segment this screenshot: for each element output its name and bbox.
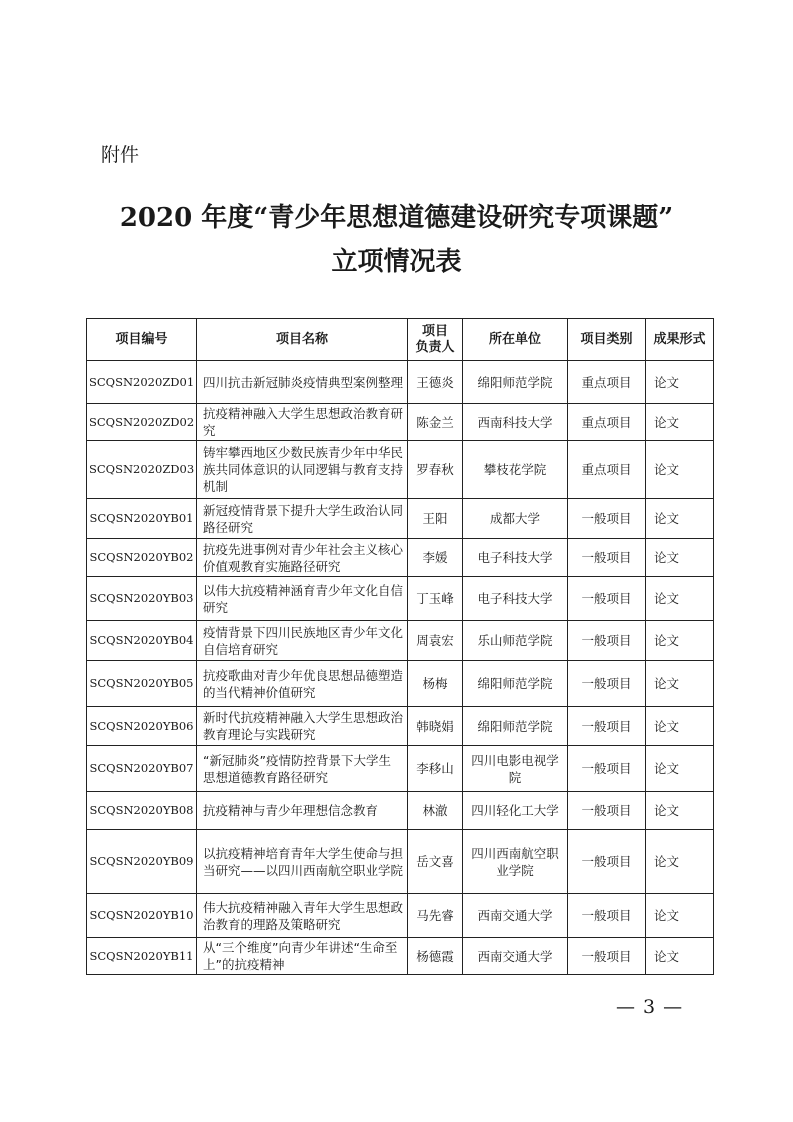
cell-form: 论文 [646,707,714,746]
header-leader [408,319,463,361]
header-leader-line2: 负责人 [415,339,455,355]
cell-leader: 林澈 [408,792,463,830]
cell-unit: 攀枝花学院 [463,441,568,499]
cell-unit: 绵阳师范学院 [463,707,568,746]
cell-name: 疫情背景下四川民族地区青少年文化自信培育研究 [197,621,408,661]
cell-unit: 四川西南航空职业学院 [463,830,568,894]
table-row [87,621,714,661]
cell-form: 论文 [646,539,714,577]
header-unit: 所在单位 [463,319,568,361]
header-form: 成果形式 [646,319,714,361]
cell-type: 一般项目 [568,661,646,707]
table-row [87,361,714,404]
cell-name: 新时代抗疫精神融入大学生思想政治教育理论与实践研究 [197,707,408,746]
cell-type: 一般项目 [568,539,646,577]
cell-name: 新冠疫情背景下提升大学生政治认同路径研究 [197,499,408,539]
cell-code: SCQSN2020ZD03 [87,441,197,499]
cell-name: 抗疫精神融入大学生思想政治教育研究 [197,404,408,441]
cell-form: 论文 [646,441,714,499]
table-row [87,539,714,577]
table-row [87,830,714,894]
cell-form: 论文 [646,577,714,621]
cell-unit: 西南科技大学 [463,404,568,441]
cell-code: SCQSN2020YB01 [87,499,197,539]
header-leader-line1: 项目 [421,323,448,339]
document-title: 2020 年度“青少年思想道德建设研究专项课题” [119,203,674,233]
cell-leader: 杨梅 [408,661,463,707]
cell-leader: 岳文喜 [408,830,463,894]
cell-leader: 王德炎 [408,361,463,404]
cell-code: SCQSN2020ZD02 [87,404,197,441]
cell-form: 论文 [646,894,714,938]
cell-type: 一般项目 [568,938,646,975]
cell-unit: 四川电影电视学院 [463,746,568,792]
cell-name: 从“三个维度”向青少年讲述“生命至上”的抗疫精神 [197,938,408,975]
page-number: — 3 — [616,996,684,1018]
table-row [87,661,714,707]
table-row [87,499,714,539]
cell-type: 一般项目 [568,577,646,621]
cell-type: 一般项目 [568,894,646,938]
cell-leader: 王阳 [408,499,463,539]
header-name: 项目名称 [197,319,408,361]
cell-leader: 陈金兰 [408,404,463,441]
cell-name: 抗疫先进事例对青少年社会主义核心价值观教育实施路径研究 [197,539,408,577]
table-row [87,894,714,938]
table-header-row [87,319,714,361]
cell-type: 一般项目 [568,621,646,661]
cell-code: SCQSN2020ZD01 [87,361,197,404]
cell-unit: 电子科技大学 [463,577,568,621]
cell-name: 铸牢攀西地区少数民族青少年中华民族共同体意识的认同逻辑与教育支持机制 [197,441,408,499]
cell-name: “新冠肺炎”疫情防控背景下大学生思想道德教育路径研究 [197,746,408,792]
cell-unit: 乐山师范学院 [463,621,568,661]
cell-leader: 杨德霞 [408,938,463,975]
cell-form: 论文 [646,361,714,404]
cell-name: 抗疫歌曲对青少年优良思想品德塑造的当代精神价值研究 [197,661,408,707]
table-row [87,404,714,441]
cell-code: SCQSN2020YB03 [87,577,197,621]
header-code: 项目编号 [87,319,197,361]
cell-form: 论文 [646,661,714,707]
cell-unit: 四川轻化工大学 [463,792,568,830]
project-table [86,318,714,975]
cell-form: 论文 [646,499,714,539]
cell-name: 抗疫精神与青少年理想信念教育 [197,792,408,830]
cell-code: SCQSN2020YB04 [87,621,197,661]
cell-unit: 绵阳师范学院 [463,661,568,707]
cell-code: SCQSN2020YB07 [87,746,197,792]
cell-type: 重点项目 [568,404,646,441]
cell-leader: 马先睿 [408,894,463,938]
cell-type: 一般项目 [568,746,646,792]
table-row [87,707,714,746]
cell-form: 论文 [646,792,714,830]
cell-code: SCQSN2020YB09 [87,830,197,894]
cell-leader: 韩晓娟 [408,707,463,746]
table-row [87,792,714,830]
cell-unit: 西南交通大学 [463,938,568,975]
cell-leader: 丁玉峰 [408,577,463,621]
cell-code: SCQSN2020YB06 [87,707,197,746]
cell-code: SCQSN2020YB11 [87,938,197,975]
cell-type: 一般项目 [568,499,646,539]
cell-leader: 李移山 [408,746,463,792]
cell-type: 一般项目 [568,830,646,894]
cell-form: 论文 [646,830,714,894]
cell-type: 重点项目 [568,361,646,404]
cell-code: SCQSN2020YB05 [87,661,197,707]
cell-leader: 罗春秋 [408,441,463,499]
cell-type: 一般项目 [568,792,646,830]
cell-leader: 李媛 [408,539,463,577]
cell-form: 论文 [646,746,714,792]
cell-name: 以伟大抗疫精神涵育青少年文化自信研究 [197,577,408,621]
cell-form: 论文 [646,621,714,661]
cell-form: 论文 [646,938,714,975]
cell-name: 四川抗击新冠肺炎疫情典型案例整理 [197,361,408,404]
cell-code: SCQSN2020YB02 [87,539,197,577]
table-row [87,577,714,621]
cell-type: 重点项目 [568,441,646,499]
table-row [87,938,714,975]
table-row [87,746,714,792]
cell-unit: 成都大学 [463,499,568,539]
table-row [87,441,714,499]
cell-unit: 绵阳师范学院 [463,361,568,404]
cell-unit: 电子科技大学 [463,539,568,577]
cell-code: SCQSN2020YB08 [87,792,197,830]
cell-name: 伟大抗疫精神融入青年大学生思想政治教育的理路及策略研究 [197,894,408,938]
attachment-label: 附件 [101,144,140,166]
cell-unit: 西南交通大学 [463,894,568,938]
cell-code: SCQSN2020YB10 [87,894,197,938]
cell-name: 以抗疫精神培育青年大学生使命与担当研究——以四川西南航空职业学院 [197,830,408,894]
cell-leader: 周袁宏 [408,621,463,661]
header-type: 项目类别 [568,319,646,361]
document-subtitle: 立项情况表 [331,247,462,277]
cell-form: 论文 [646,404,714,441]
cell-type: 一般项目 [568,707,646,746]
